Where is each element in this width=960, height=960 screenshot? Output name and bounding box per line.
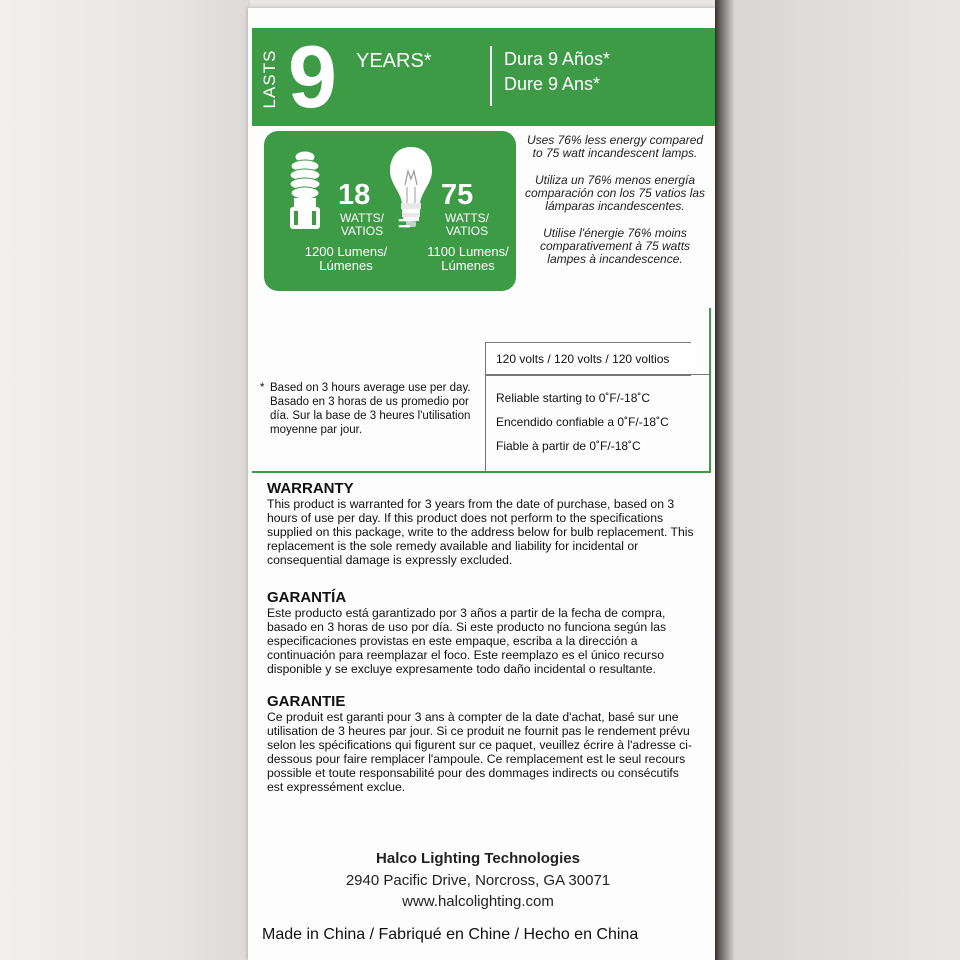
- usage-footnote: [260, 381, 485, 437]
- company-address: 2940 Pacific Drive, Norcross, GA 30071: [345, 872, 611, 889]
- package-side-panel: [248, 8, 715, 960]
- years-number: 9: [288, 27, 337, 126]
- company-name: Halco Lighting Technologies: [376, 850, 580, 867]
- cfl-watts: 18: [338, 179, 371, 211]
- warranty-body-es: Este producto está garantizado por 3 años a partir de la fecha de compra, basado en 3 horas de uso por día. Si este producto no funciona según las especificaciones provistas en este empaque, escriba a la dirección a continuación para reemplazar el foco. Este reemplazo es el único recurso disponible y se excluye expresamente todo daño incidental o resultante.: [267, 606, 667, 676]
- footnote-asterisk: *: [260, 382, 265, 394]
- energy-savings: [524, 134, 706, 280]
- warranty-title-fr: GARANTIE: [267, 693, 346, 710]
- cfl-spiral-bulb-icon: [282, 149, 328, 233]
- temp-english: Reliable starting to 0˚F/-18˚C: [496, 391, 651, 405]
- savings-english: Uses 76% less energy compared to 75 watt incandescent lamps.: [526, 133, 704, 160]
- equals-sign: =: [398, 211, 411, 236]
- banner-french: Dure 9 Ans*: [504, 74, 601, 94]
- incandescent-lumens: 1100 Lumens/ Lúmenes: [427, 244, 509, 273]
- warranty-body-en: This product is warranted for 3 years from the date of purchase, based on 3 hours of use per day. If this product does not perform to the specifications supplied on this package, write to the address below for bulb replacement. This replacement is the sole remedy available and liability for incidental or consequential damage is expressly excluded.: [267, 497, 694, 567]
- wattage-comparison: [264, 131, 516, 291]
- footnote-text: Based on 3 hours average use per day. Basado en 3 horas de us promedio por día. Sur la base de 3 heures l'utilisation moyenne par jour.: [270, 382, 471, 436]
- country-of-origin: Made in China / Fabriqué en Chine / Hecho en China: [262, 926, 639, 943]
- warranty-french: [267, 693, 697, 794]
- incandescent-watts-label: WATTS/ VATIOS: [445, 211, 489, 238]
- cfl-lumens: 1200 Lumens/ Lúmenes: [304, 244, 388, 273]
- cfl-watts-label: WATTS/ VATIOS: [340, 211, 384, 238]
- warranty-body-fr: Ce produit est garanti pour 3 ans à compter de la date d'achat, basé sur une utilisation de 3 heures par jour. Si ce produit ne fournit pas le rendement prévu selon les spécifications qui figurent sur ce paquet, veuillez écrire à l'adresse ci-dessous pour faire remplacer l'ampoule. Ce remplacement est le seul recours possible et toute responsabilité pour des dommages indirects ou consécutifs est expressément exclue.: [267, 710, 693, 794]
- years-label: YEARS*: [356, 50, 432, 72]
- warranty-title-en: WARRANTY: [267, 480, 354, 497]
- savings-spanish: Utiliza un 76% menos energía comparación con los 75 vatios las lámparas incandescentes.: [524, 173, 706, 213]
- warranty-title-es: GARANTÍA: [267, 589, 347, 606]
- background-left: [0, 0, 250, 960]
- panel-border-bottom: [252, 471, 711, 473]
- lifetime-banner: [252, 28, 715, 126]
- banner-divider: [490, 46, 492, 106]
- background-right: [715, 0, 960, 960]
- temp-spanish: Encendido confiable a 0˚F/-18˚C: [496, 415, 669, 429]
- incandescent-watts: 75: [441, 179, 474, 211]
- lasts-label: LASTS: [260, 49, 279, 109]
- voltage-text: 120 volts / 120 volts / 120 voltios: [496, 352, 670, 366]
- savings-french: Utilise l'énergie 76% moins comparativement à 75 watts lampes à incandescence.: [539, 226, 691, 266]
- banner-spanish: Dura 9 Años*: [504, 49, 611, 69]
- company-website: www.halcolighting.com: [402, 893, 554, 910]
- warranty-english: [267, 480, 697, 567]
- warranty-spanish: [267, 589, 697, 676]
- temp-french: Fiable à partir de 0˚F/-18˚C: [496, 439, 641, 453]
